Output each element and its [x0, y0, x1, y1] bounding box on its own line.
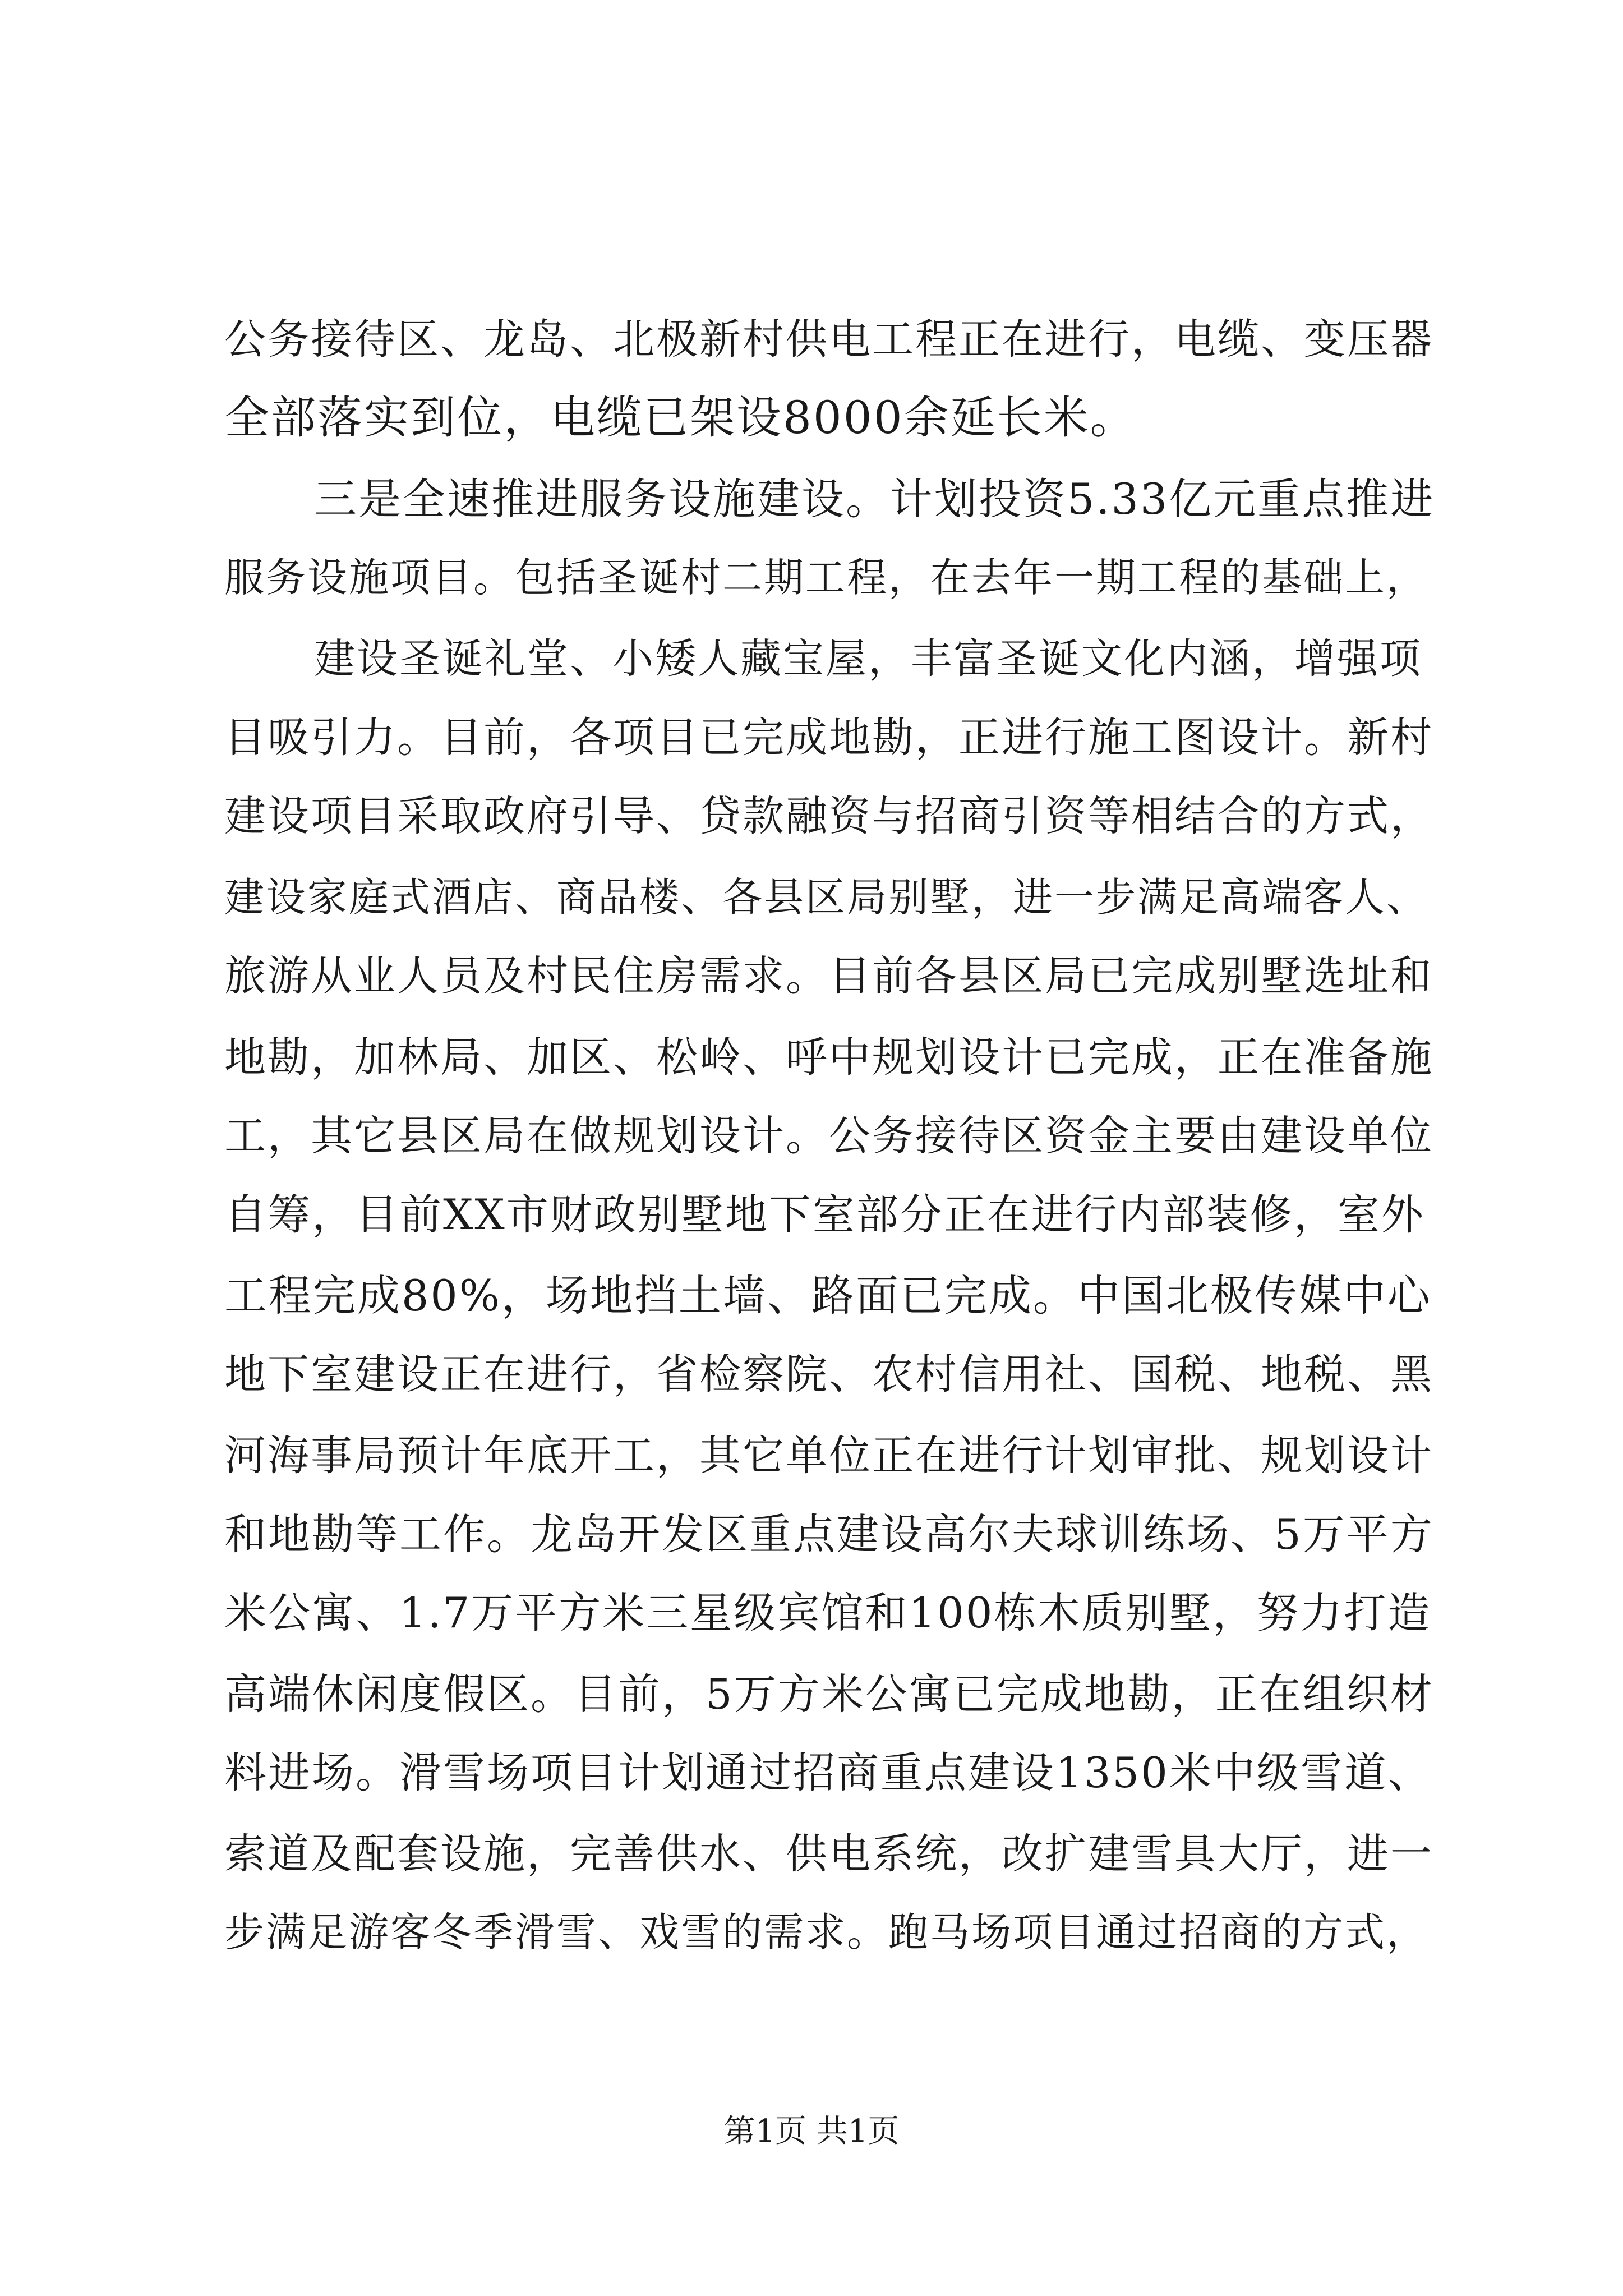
text-line: 工程完成80%，场地挡土墙、路面已完成。中国北极传媒中心 [224, 1271, 1432, 1320]
text-line: 步满足游客冬季滑雪、戏雪的需求。跑马场项目通过招商的方式， [224, 1909, 1428, 1955]
text-line: 旅游从业人员及村民住房需求。目前各县区局已完成别墅选址和 [224, 952, 1433, 1000]
text-line: 料进场。滑雪场项目计划通过招商重点建设1350米中级雪道、 [224, 1748, 1432, 1797]
text-line: 索道及配套设施，完善供水、供电系统，改扩建雪具大厅，进一 [224, 1830, 1433, 1878]
text-line: 建设项目采取政府引导、贷款融资与招商引资等相结合的方式， [224, 792, 1433, 840]
text-line: 服务设施项目。包括圣诞村二期工程，在去年一期工程的基础上， [224, 554, 1428, 601]
text-line: 地勘，加林局、加区、松岭、呼中规划设计已完成，正在准备施 [224, 1033, 1433, 1082]
text-line: 和地勘等工作。龙岛开发区重点建设高尔夫球训练场、5万平方 [224, 1510, 1434, 1559]
text-line: 建设家庭式酒店、商品楼、各县区局别墅，进一步满足高端客人、 [224, 874, 1428, 921]
text-line: 全部落实到位，电缆已架设8000余延长米。 [224, 392, 1137, 444]
text-line: 公务接待区、龙岛、北极新村供电工程正在进行，电缆、变压器 [224, 315, 1433, 364]
text-line: 自筹，目前XX市财政别墅地下室部分正在进行内部装修，室外 [224, 1190, 1425, 1239]
text-line: 地下室建设正在进行，省检察院、农村信用社、国税、地税、黑 [224, 1350, 1433, 1398]
text-line: 河海事局预计年底开工，其它单位正在进行计划审批、规划设计 [224, 1432, 1433, 1480]
text-line: 米公寓、1.7万平方米三星级宾馆和100栋木质别墅，努力打造 [224, 1588, 1432, 1637]
page-number-footer: 第1页 共1页 [723, 2113, 900, 2150]
text-line: 工，其它县区局在做规划设计。公务接待区资金主要由建设单位 [224, 1112, 1433, 1160]
text-line: 高端休闲度假区。目前，5万方米公寓已完成地勘，正在组织材 [224, 1669, 1434, 1719]
text-line: 三是全速推进服务设施建设。计划投资5.33亿元重点推进 [314, 474, 1435, 524]
text-line: 目吸引力。目前，各项目已完成地勘，正进行施工图设计。新村 [224, 714, 1433, 762]
text-line: 建设圣诞礼堂、小矮人藏宝屋，丰富圣诞文化内涵，增强项 [314, 635, 1422, 683]
